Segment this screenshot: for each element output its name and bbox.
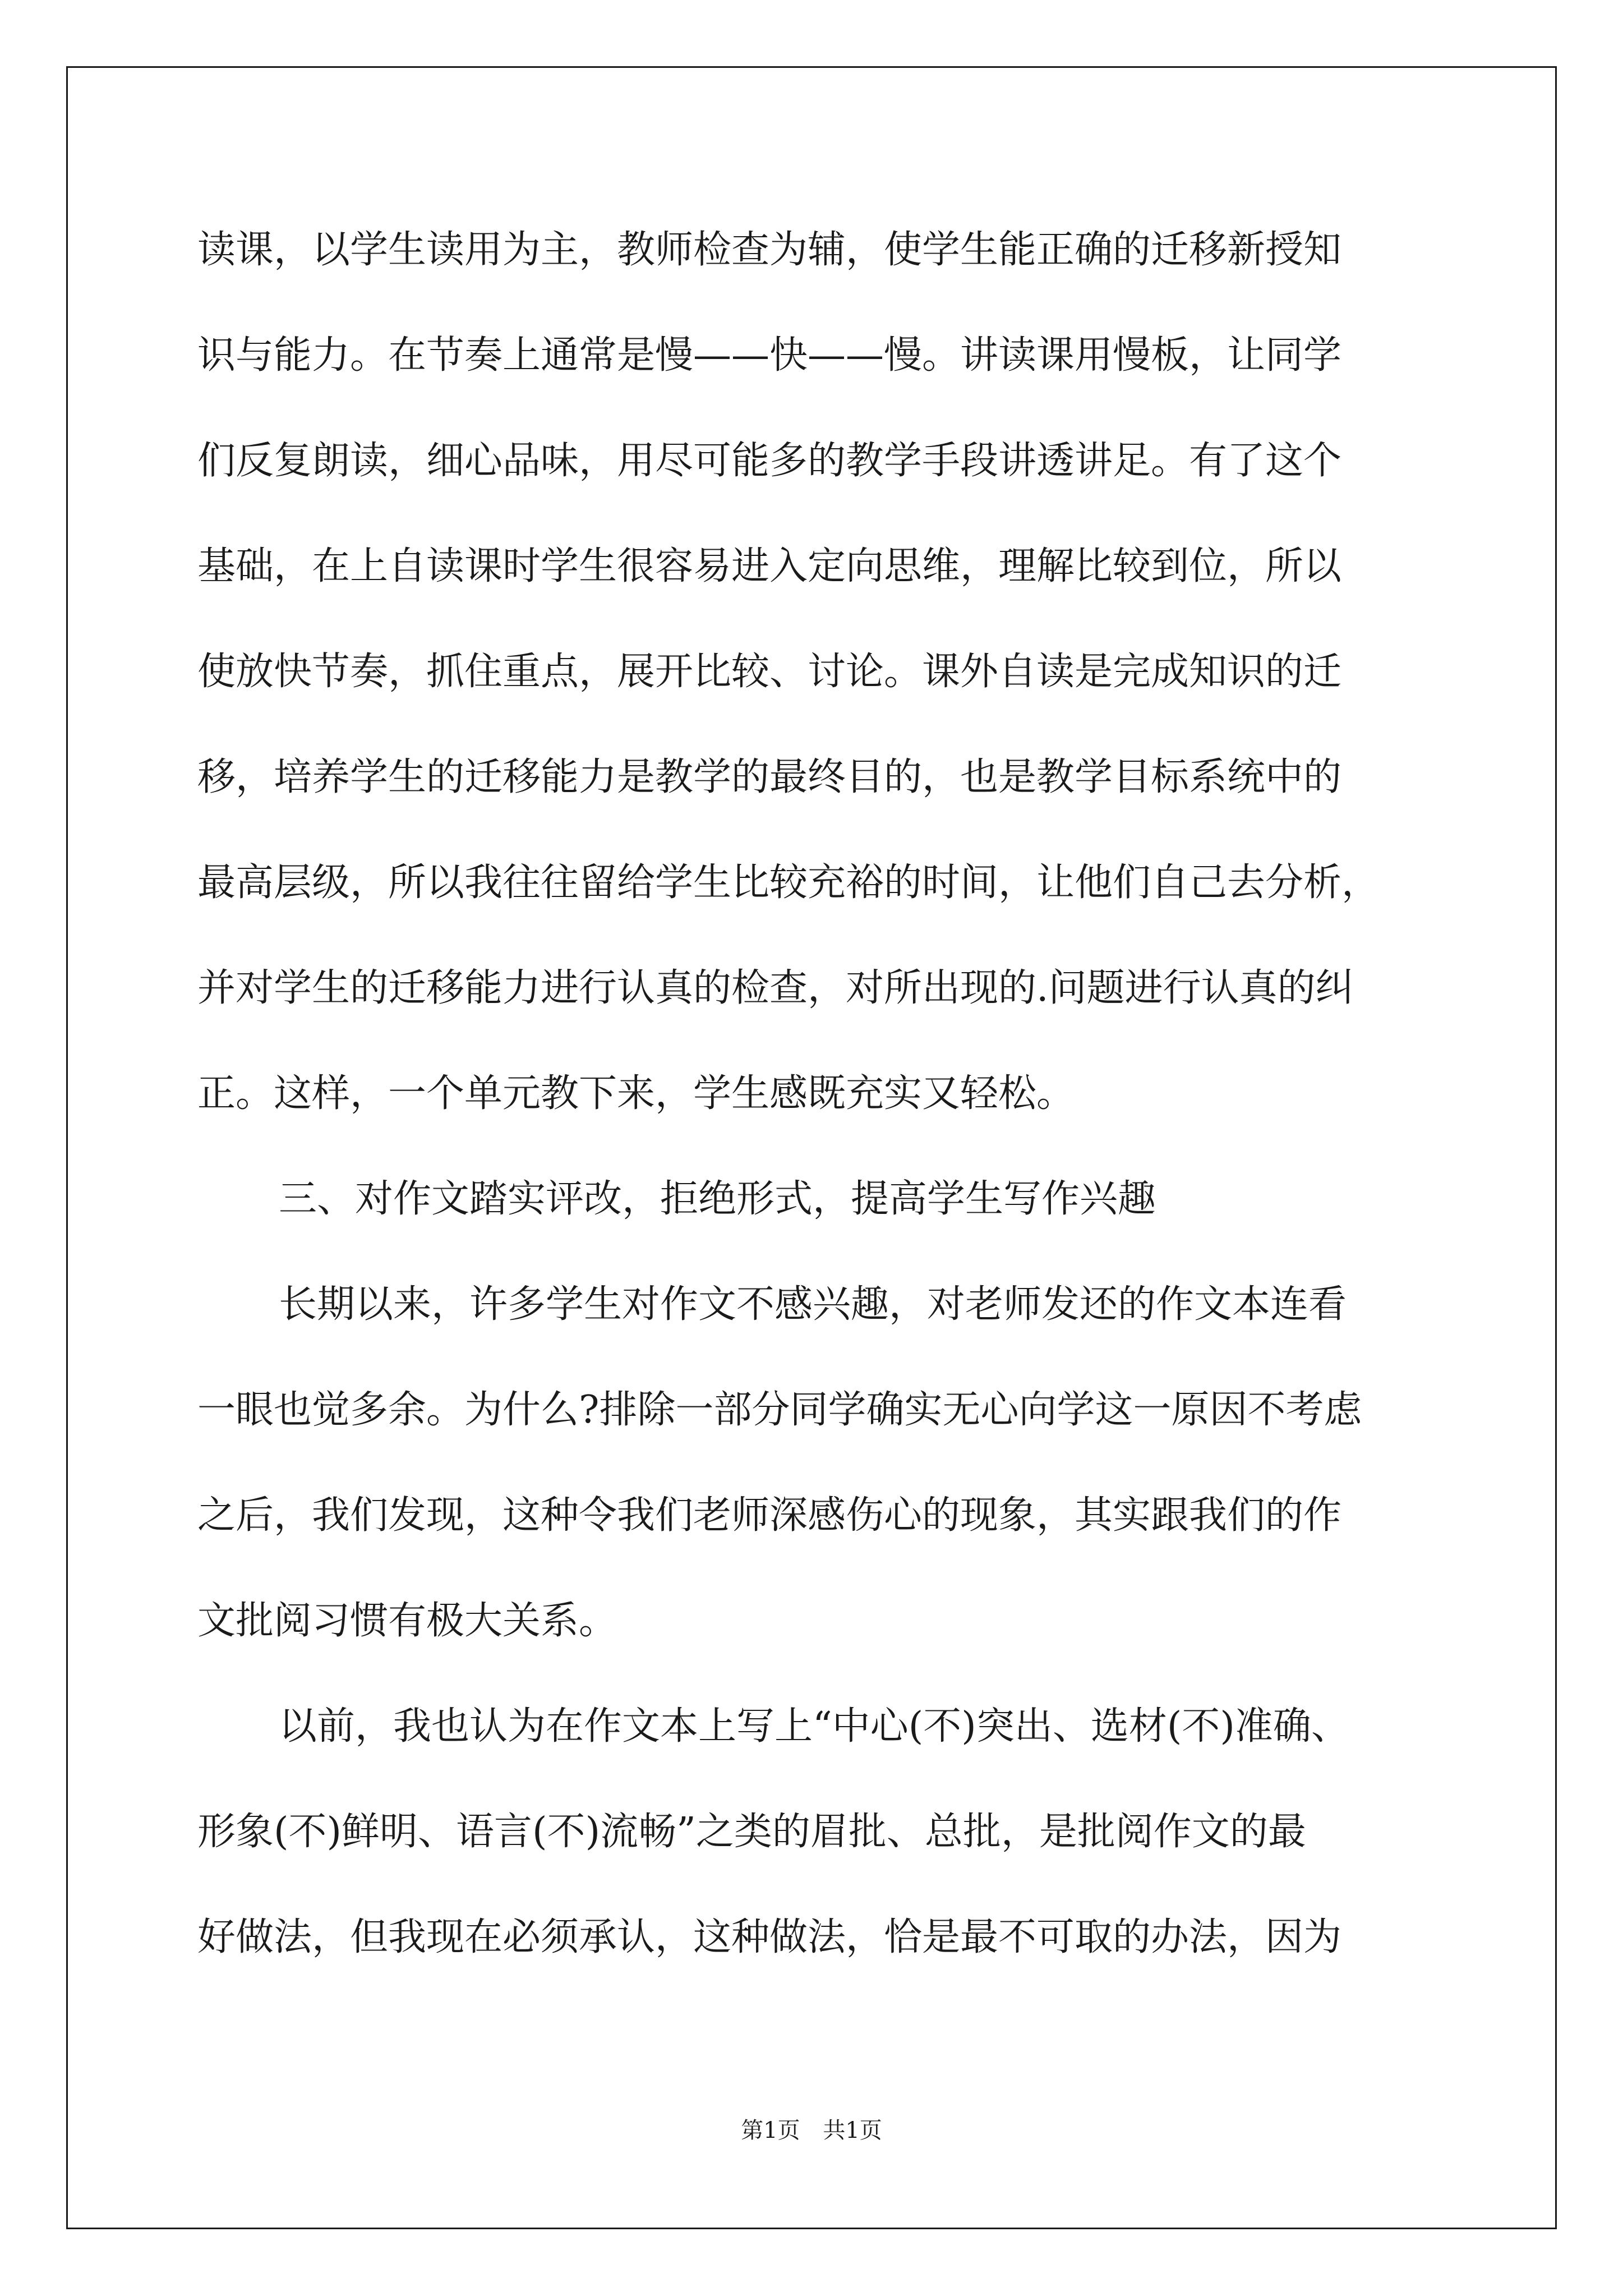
text-line: 最高层级，所以我往往留给学生比较充裕的时间，让他们自己去分析，	[197, 861, 1380, 905]
text-line: 一眼也觉多余。为什么?排除一部分同学确实无心向学这一原因不考虑	[197, 1388, 1362, 1432]
text-line: 使放快节奏，抓住重点，展开比较、讨论。课外自读是完成知识的迁	[197, 650, 1342, 694]
page-number: 第1页	[741, 2118, 800, 2143]
text-line: 们反复朗读，细心品味，用尽可能多的教学手段讲透讲足。有了这个	[197, 439, 1342, 483]
text-line: 形象(不)鲜明、语言(不)流畅”之类的眉批、总批，是批阅作文的最	[197, 1810, 1306, 1854]
section-heading: 三、对作文踏实评改，拒绝形式，提高学生写作兴趣	[279, 1177, 1156, 1221]
page-footer	[0, 2113, 1623, 2145]
page-border	[66, 66, 1557, 2229]
text-line: 基础，在上自读课时学生很容易进入定向思维，理解比较到位，所以	[197, 544, 1342, 588]
text-line: 好做法，但我现在必须承认，这种做法，恰是最不可取的办法，因为	[197, 1915, 1342, 1959]
page-total: 共1页	[823, 2118, 882, 2143]
text-line: 正。这样，一个单元教下来，学生感既充实又轻松。	[197, 1071, 1075, 1116]
text-line: 并对学生的迁移能力进行认真的检查，对所出现的.问题进行认真的纠	[197, 966, 1354, 1010]
text-line: 长期以来，许多学生对作文不感兴趣，对老师发还的作文本连看	[279, 1282, 1347, 1327]
text-line: 识与能力。在节奏上通常是慢——快——慢。讲读课用慢板，让同学	[197, 333, 1342, 378]
text-line: 之后，我们发现，这种令我们老师深感伤心的现象，其实跟我们的作	[197, 1493, 1342, 1538]
text-line: 以前，我也认为在作文本上写上“中心(不)突出、选材(不)准确、	[279, 1704, 1349, 1749]
text-line: 读课，以学生读用为主，教师检查为辅，使学生能正确的迁移新授知	[197, 228, 1342, 272]
text-line: 文批阅习惯有极大关系。	[197, 1599, 617, 1643]
text-line: 移，培养学生的迁移能力是教学的最终目的，也是教学目标系统中的	[197, 755, 1342, 799]
